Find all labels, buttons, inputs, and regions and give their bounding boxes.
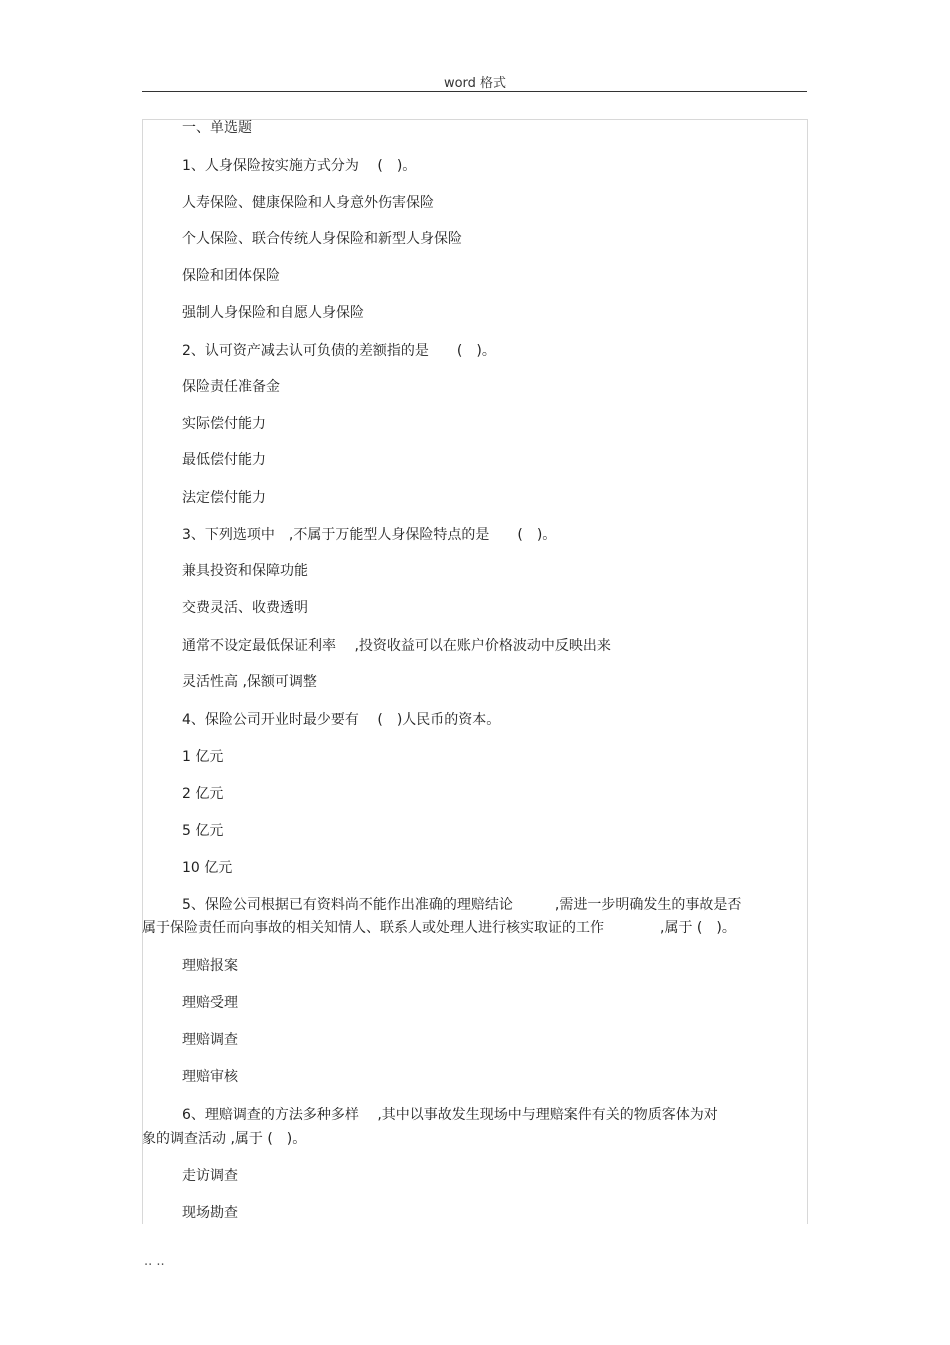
question-5: 5、保险公司根据已有资料尚不能作出准确的理赔结论 ,需进一步明确发生的事故是否 [182, 897, 742, 913]
option-text: 实际偿付能力 [182, 416, 266, 432]
page-footer: .. .. [144, 1254, 165, 1269]
option-text: 理赔受理 [182, 995, 238, 1011]
question-4: 4、保险公司开业时最少要有 ( )人民币的资本。 [182, 712, 501, 728]
option-text: 保险责任准备金 [182, 379, 280, 395]
option-text: 兼具投资和保障功能 [182, 563, 308, 579]
option-text: 人寿保险、健康保险和人身意外伤害保险 [182, 195, 434, 211]
option-text: 灵活性高 ,保额可调整 [182, 674, 317, 690]
header-divider [142, 91, 807, 92]
option-text: 走访调查 [182, 1168, 238, 1184]
question-1: 1、人身保险按实施方式分为 ( )。 [182, 158, 417, 174]
question-2: 2、认可资产减去认可负债的差额指的是 ( )。 [182, 343, 496, 359]
option-text: 理赔审核 [182, 1069, 238, 1085]
option-text: 2 亿元 [182, 786, 224, 802]
question-5-continued: 属于保险责任而向事故的相关知情人、联系人或处理人进行核实取证的工作 ,属于 ( )。 [142, 920, 736, 936]
option-text: 1 亿元 [182, 749, 224, 765]
option-text: 理赔调查 [182, 1032, 238, 1048]
question-3: 3、下列选项中 ,不属于万能型人身保险特点的是 ( )。 [182, 527, 557, 543]
option-text: 5 亿元 [182, 823, 224, 839]
option-text: 保险和团体保险 [182, 268, 280, 284]
question-6: 6、理赔调查的方法多种多样 ,其中以事故发生现场中与理赔案件有关的物质客体为对 [182, 1107, 718, 1123]
section-heading: 一、单选题 [182, 120, 252, 136]
option-text: 10 亿元 [182, 860, 233, 876]
page-header-title: word 格式 [443, 76, 507, 91]
option-text: 个人保险、联合传统人身保险和新型人身保险 [182, 231, 462, 247]
option-text: 理赔报案 [182, 958, 238, 974]
option-text: 法定偿付能力 [182, 490, 266, 506]
option-text: 强制人身保险和自愿人身保险 [182, 305, 364, 321]
option-text: 最低偿付能力 [182, 452, 266, 468]
question-6-continued: 象的调查活动 ,属于 ( )。 [142, 1131, 307, 1147]
option-text: 现场勘查 [182, 1205, 238, 1221]
option-text: 交费灵活、收费透明 [182, 600, 308, 616]
option-text: 通常不设定最低保证利率 ,投资收益可以在账户价格波动中反映出来 [182, 638, 611, 654]
